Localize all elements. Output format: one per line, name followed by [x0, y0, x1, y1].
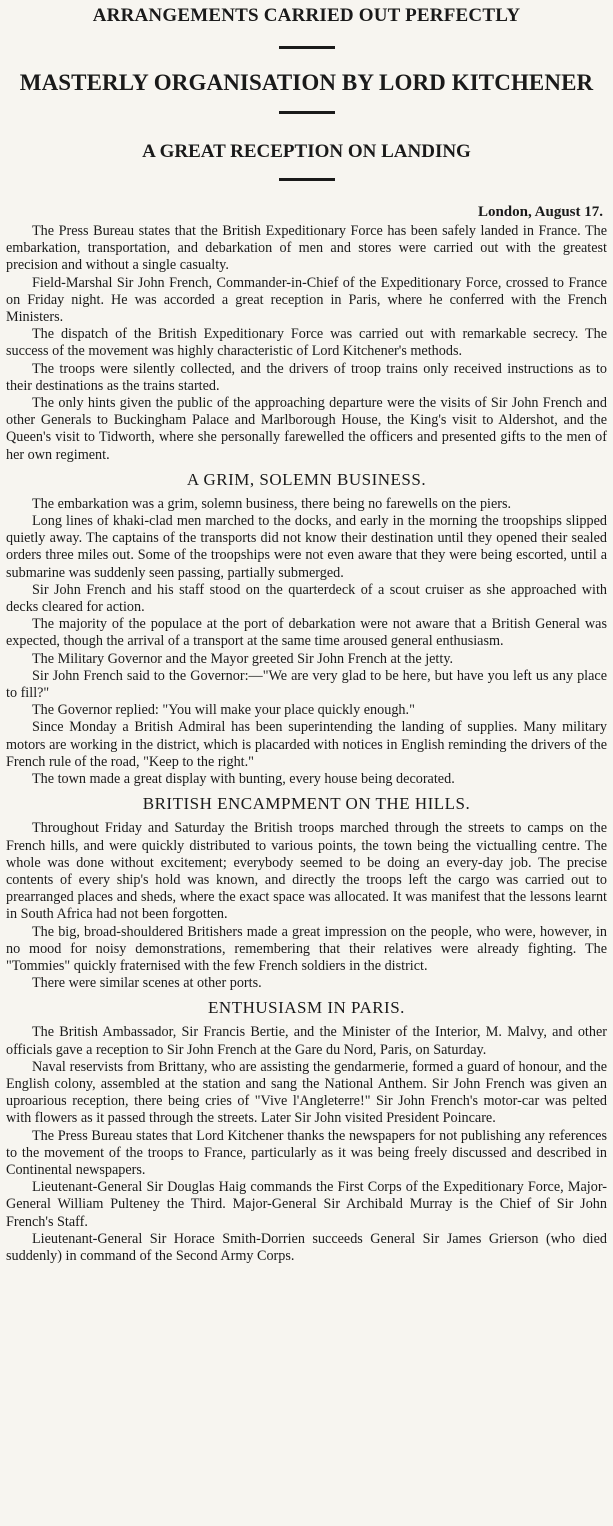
article-paragraph: Sir John French said to the Governor:—"We are very glad to be here, but have you left us any place to fill?": [6, 667, 607, 702]
section-heading: ENTHUSIASM IN PARIS.: [208, 998, 405, 1018]
headline-rule: [279, 46, 335, 49]
section-body: [6, 1024, 607, 1265]
section-body: [6, 496, 607, 788]
article-paragraph: Lieutenant-General Sir Horace Smith-Dorrien succeeds General Sir James Grierson (who died suddenly) in command of the Second Army Corps.: [6, 1230, 607, 1264]
article-paragraph: The dispatch of the British Expeditionary Force was carried out with remarkable secrecy. The success of the movement was highly characteristic of Lord Kitchener's methods.: [6, 326, 607, 360]
headline-rule: [279, 111, 335, 114]
article-paragraph: Lieutenant-General Sir Douglas Haig commands the First Corps of the Expeditionary Force, Major-General William Pulteney the Third. Major-General Sir Archibald Murray is the Chief of Sir John French's Staff.: [6, 1179, 607, 1230]
article-paragraph: The Press Bureau states that Lord Kitchener thanks the newspapers for not publishing any references to the movement of the troops to France, particularly as it was being freely discussed and described in Continental newspapers.: [6, 1127, 607, 1178]
article-paragraph: The town made a great display with bunting, every house being decorated.: [32, 771, 455, 788]
article-paragraph: The embarkation was a grim, solemn business, there being no farewells on the piers.: [32, 495, 512, 512]
article-paragraph: The Military Governor and the Mayor greeted Sir John French at the jetty.: [32, 650, 454, 667]
article-paragraph: The British Ambassador, Sir Francis Bertie, and the Minister of the Interior, M. Malvy, and other officials gave a reception to Sir John French at the Gare du Nord, Paris, on Saturday.: [6, 1024, 607, 1058]
headline-rule: [279, 178, 335, 181]
newspaper-page: [0, 4, 613, 1526]
main-headline: MASTERLY ORGANISATION BY LORD KITCHENER: [19, 70, 594, 95]
article-paragraph: Field-Marshal Sir John French, Commander-in-Chief of the Expeditionary Force, crossed to France on Friday night. He was accorded a great reception in Paris, where he conferred with the French Ministers.: [6, 274, 607, 326]
article-paragraph: The Press Bureau states that the British Expeditionary Force has been safely landed in France. The embarkation, transportation, and debarkation of men and stores were carried out with the greatest precision and without a single casualty.: [6, 223, 607, 274]
section-heading: A GRIM, SOLEMN BUSINESS.: [186, 469, 427, 489]
article-paragraph: Long lines of khaki-clad men marched to the docks, and early in the morning the troopships slipped quietly away. The captains of the transports did not know their destination until they opened their sealed orders three miles out. Some of the troopships were not even aware that they were being escorted, until a submarine was suddenly seen passing, partially submerged.: [6, 513, 607, 581]
article-paragraph: Naval reservists from Brittany, who are assisting the gendarmerie, formed a guard of honour, and the English colony, assembled at the station and sang the National Anthem. Sir John French was given an uproarious reception, there being cries of "Vive l'Angleterre!" Sir John French's motor-car was pelted with flowers as it passed through the streets. Later Sir John visited President Poincare.: [6, 1058, 607, 1127]
article-paragraph: There were similar scenes at other ports.: [32, 975, 262, 992]
kicker-headline: ARRANGEMENTS CARRIED OUT PERFECTLY: [92, 5, 521, 26]
intro-block: [6, 223, 607, 464]
article-paragraph: Throughout Friday and Saturday the British troops marched through the streets to camps on the French hills, and were quickly distributed to various points, the town being the victualling centre. The whole was done without excitement; everybody seemed to be doing an every-day job. The precise contents of every ship's hold was known, and directly the troops left the cargo was carried out to prearranged places and sheds, where the exact space was allocated. It was manifest that the lessons learnt in South Africa had not been forgotten.: [6, 820, 607, 923]
article-paragraph: The majority of the populace at the port of debarkation were not aware that a British General was expected, though the arrival of a transport at the same time aroused general enthusiasm.: [6, 616, 607, 650]
article-paragraph: The big, broad-shouldered Britishers made a great impression on the people, who were, however, in no mood for noisy demonstrations, remembering that their relatives were already fighting. The "Tommies" quickly fraternised with the few French soldiers in the district.: [6, 923, 607, 974]
dateline: London, August 17.: [477, 204, 603, 220]
article-paragraph: Since Monday a British Admiral has been superintending the landing of supplies. Many military motors are working in the district, which is placarded with notices in English reminding the drivers of the French rule of the road, "Keep to the right.": [6, 719, 607, 770]
article-paragraph: The troops were silently collected, and the drivers of troop trains only received instructions as to their destinations as the trains started.: [6, 360, 607, 394]
article-paragraph: The only hints given the public of the approaching departure were the visits of Sir John French and other Generals to Buckingham Palace and Marlborough House, the King's visit to Aldershot, and the Queen's visit to Tidworth, where she personally farewelled the officers and presented gifts to the men of her own regiment.: [6, 395, 607, 463]
section-body: [6, 820, 607, 992]
article-paragraph: Sir John French and his staff stood on the quarterdeck of a scout cruiser as she approached with decks cleared for action.: [6, 581, 607, 616]
section-heading: BRITISH ENCAMPMENT ON THE HILLS.: [142, 794, 471, 814]
sub-headline: A GREAT RECEPTION ON LANDING: [142, 141, 471, 162]
article-paragraph: The Governor replied: "You will make your place quickly enough.": [32, 702, 415, 719]
